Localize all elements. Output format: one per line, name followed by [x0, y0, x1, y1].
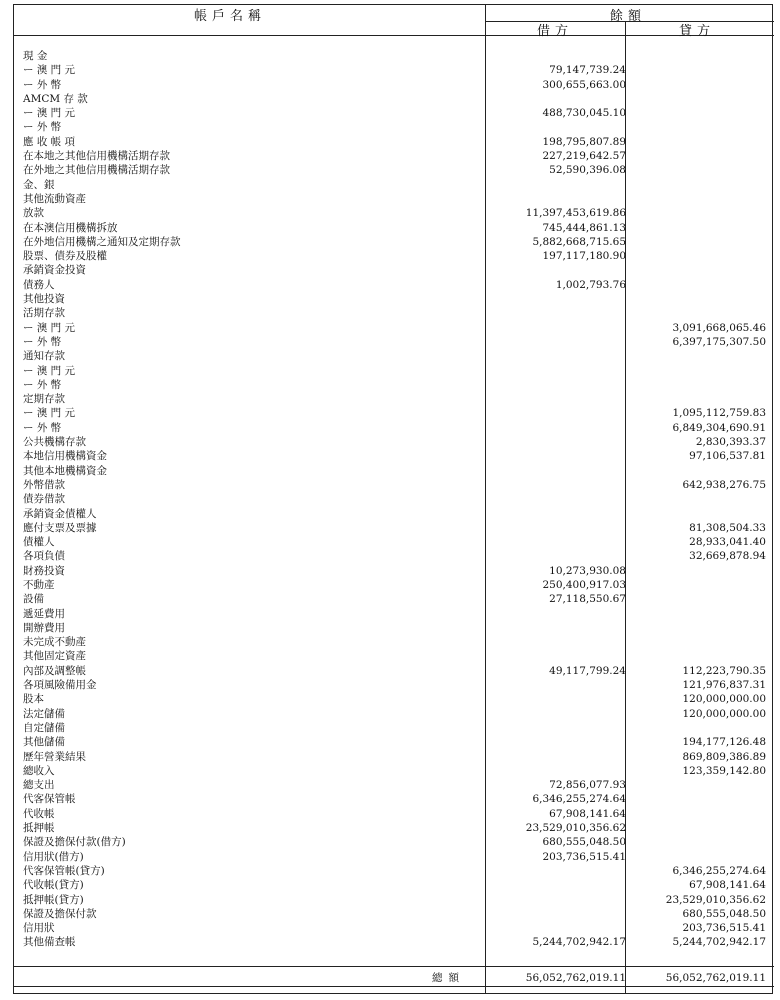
- table-row: [14, 335, 774, 349]
- total-debit: 56,052,762,019.11: [525, 972, 626, 984]
- row-label: 其他固定資產: [23, 650, 86, 663]
- table-row: [14, 721, 774, 735]
- row-label: 其他本地機構資金: [23, 464, 107, 477]
- table-row: [14, 49, 774, 63]
- row-label: 保證及擔保付款(借方): [23, 836, 126, 849]
- row-credit: 1,095,112,759.83: [672, 407, 766, 420]
- row-label: 各項負債: [23, 550, 65, 563]
- row-debit: 203,736,515.41: [542, 850, 626, 863]
- row-credit: 120,000,000.00: [682, 693, 766, 706]
- row-label: ー 澳 門 元: [23, 407, 76, 420]
- row-label: 定期存款: [23, 393, 65, 406]
- row-label: 在外地信用機構之通知及定期存款: [23, 235, 181, 248]
- row-label: 信用狀(借方): [23, 850, 84, 863]
- row-label: 在本澳信用機構拆放: [23, 221, 118, 234]
- row-label: 法定儲備: [23, 707, 65, 720]
- row-credit: 28,933,041.40: [689, 536, 766, 549]
- table-row: [14, 521, 774, 535]
- row-label: 總支出: [23, 779, 55, 792]
- account-rows: [14, 49, 774, 950]
- row-label: ー 外 幣: [23, 121, 62, 134]
- row-label: 財務投資: [23, 564, 65, 577]
- row-label: AMCM 存 款: [23, 92, 88, 105]
- table-row: [14, 692, 774, 706]
- total-row: [14, 967, 774, 989]
- total-label: 總額: [432, 972, 465, 984]
- table-row: [14, 564, 774, 578]
- row-label: 債權人: [23, 536, 55, 549]
- row-label: ー 外 幣: [23, 78, 62, 91]
- row-label: 外幣借款: [23, 478, 65, 491]
- row-label: 內部及調整帳: [23, 664, 86, 677]
- row-label: 總收入: [23, 764, 55, 777]
- row-credit: 23,529,010,356.62: [665, 893, 766, 906]
- row-label: ー 澳 門 元: [23, 64, 76, 77]
- row-debit: 745,444,861.13: [542, 221, 626, 234]
- row-label: 設備: [23, 593, 44, 606]
- row-label: 活期存款: [23, 307, 65, 320]
- table-row: [14, 735, 774, 749]
- row-debit: 67,908,141.64: [549, 807, 626, 820]
- header-balance: 餘額: [610, 9, 647, 24]
- header-account-name: 帳戶名稱: [194, 9, 267, 24]
- table-row: [14, 92, 774, 106]
- row-credit: 2,830,393.37: [695, 436, 766, 449]
- row-debit: 49,117,799.24: [549, 664, 626, 677]
- row-credit: 3,091,668,065.46: [672, 321, 766, 334]
- row-debit: 6,346,255,274.64: [532, 793, 626, 806]
- row-label: 通知存款: [23, 350, 65, 363]
- row-credit: 112,223,790.35: [682, 664, 766, 677]
- table-row: [14, 649, 774, 663]
- table-row: [14, 492, 774, 506]
- table-row: [14, 507, 774, 521]
- row-label: 其他備查帳: [23, 936, 76, 949]
- table-row: [14, 778, 774, 792]
- row-label: 股票、債券及股權: [23, 250, 107, 263]
- table-row: [14, 664, 774, 678]
- row-label: 其他儲備: [23, 736, 65, 749]
- row-debit: 79,147,739.24: [549, 64, 626, 77]
- row-debit: 72,856,077.93: [549, 779, 626, 792]
- header-credit: 貸方: [679, 24, 716, 39]
- row-label: 債券借款: [23, 493, 65, 506]
- row-label: ー 外 幣: [23, 421, 62, 434]
- row-label: 承銷資金債權人: [23, 507, 97, 520]
- row-label: ー 澳 門 元: [23, 107, 76, 120]
- table-row: [14, 464, 774, 478]
- row-credit: 67,908,141.64: [689, 879, 766, 892]
- row-debit: 250,400,917.03: [542, 578, 626, 591]
- header-bottom-rule: [14, 35, 774, 36]
- row-credit: 5,244,702,942.17: [672, 936, 766, 949]
- row-label: 金、銀: [23, 178, 55, 191]
- table-row: [14, 435, 774, 449]
- row-debit: 680,555,048.50: [542, 836, 626, 849]
- row-label: 自定儲備: [23, 721, 65, 734]
- row-label: 其他流動資產: [23, 192, 86, 205]
- table-row: [14, 249, 774, 263]
- row-label: 開辦費用: [23, 621, 65, 634]
- row-credit: 123,359,142.80: [682, 764, 766, 777]
- row-label: 股本: [23, 693, 44, 706]
- row-label: 在外地之其他信用機構活期存款: [23, 164, 170, 177]
- table-row: [14, 178, 774, 192]
- table-row: [14, 478, 774, 492]
- row-credit: 869,809,386.89: [682, 750, 766, 763]
- row-debit: 1,002,793.76: [555, 278, 626, 291]
- table-row: [14, 850, 774, 864]
- table-row: [14, 263, 774, 277]
- table-row: [14, 120, 774, 134]
- row-label: 代收帳: [23, 807, 55, 820]
- table-row: [14, 535, 774, 549]
- trial-balance-table: [13, 4, 773, 994]
- table-row: [14, 78, 774, 92]
- table-row: [14, 321, 774, 335]
- row-debit: 11,397,453,619.86: [525, 207, 626, 220]
- table-row: [14, 163, 774, 177]
- row-label: 應付支票及票據: [23, 521, 97, 534]
- row-label: 代收帳(貸方): [23, 879, 84, 892]
- row-credit: 194,177,126.48: [682, 736, 766, 749]
- row-label: 債務人: [23, 278, 55, 291]
- row-debit: 227,219,642.57: [542, 150, 626, 163]
- row-credit: 121,976,837.31: [682, 679, 766, 692]
- row-label: 歷年營業結果: [23, 750, 86, 763]
- row-debit: 10,273,930.08: [549, 564, 626, 577]
- row-debit: 197,117,180.90: [542, 250, 626, 263]
- table-row: [14, 607, 774, 621]
- table-row: [14, 406, 774, 420]
- row-credit: 680,555,048.50: [682, 907, 766, 920]
- table-row: [14, 821, 774, 835]
- table-row: [14, 349, 774, 363]
- row-credit: 6,849,304,690.91: [672, 421, 766, 434]
- table-row: [14, 378, 774, 392]
- table-row: [14, 364, 774, 378]
- row-label: 各項風險備用金: [23, 679, 97, 692]
- table-row: [14, 449, 774, 463]
- row-label: 承銷資金投資: [23, 264, 86, 277]
- row-debit: 198,795,807.89: [542, 135, 626, 148]
- table-row: [14, 621, 774, 635]
- table-row: [14, 764, 774, 778]
- row-label: 不動產: [23, 578, 55, 591]
- table-row: [14, 864, 774, 878]
- table-row: [14, 392, 774, 406]
- table-row: [14, 878, 774, 892]
- table-row: [14, 935, 774, 949]
- table-row: [14, 235, 774, 249]
- table-row: [14, 221, 774, 235]
- row-debit: 5,244,702,942.17: [532, 936, 626, 949]
- table-row: [14, 292, 774, 306]
- row-label: 未完成不動產: [23, 636, 86, 649]
- table-row: [14, 707, 774, 721]
- header-debit: 借方: [537, 24, 574, 39]
- row-debit: 300,655,663.00: [542, 78, 626, 91]
- row-label: ー 外 幣: [23, 378, 62, 391]
- row-label: ー 澳 門 元: [23, 321, 76, 334]
- row-debit: 52,590,396.08: [549, 164, 626, 177]
- table-row: [14, 592, 774, 606]
- row-credit: 81,308,504.33: [689, 521, 766, 534]
- row-label: 代客保管帳: [23, 793, 76, 806]
- table-row: [14, 792, 774, 806]
- row-label: 信用狀: [23, 922, 55, 935]
- row-label: 本地信用機構資金: [23, 450, 107, 463]
- row-label: 放款: [23, 207, 44, 220]
- row-credit: 6,346,255,274.64: [672, 864, 766, 877]
- row-label: ー 外 幣: [23, 335, 62, 348]
- row-label: 代客保管帳(貸方): [23, 864, 105, 877]
- row-label: 抵押帳(貸方): [23, 893, 84, 906]
- row-debit: 488,730,045.10: [542, 107, 626, 120]
- row-label: 公共機構存款: [23, 436, 86, 449]
- row-label: 遞延費用: [23, 607, 65, 620]
- row-credit: 6,397,175,307.50: [672, 335, 766, 348]
- table-row: [14, 278, 774, 292]
- table-row: [14, 635, 774, 649]
- row-debit: 23,529,010,356.62: [525, 822, 626, 835]
- row-label: 保證及擔保付款: [23, 907, 97, 920]
- table-row: [14, 907, 774, 921]
- row-credit: 120,000,000.00: [682, 707, 766, 720]
- row-credit: 97,106,537.81: [689, 450, 766, 463]
- table-row: [14, 306, 774, 320]
- table-row: [14, 750, 774, 764]
- row-label: 其他投資: [23, 293, 65, 306]
- row-credit: 203,736,515.41: [682, 922, 766, 935]
- row-label: ー 澳 門 元: [23, 364, 76, 377]
- row-credit: 642,938,276.75: [682, 478, 766, 491]
- table-row: [14, 807, 774, 821]
- table-row: [14, 192, 774, 206]
- row-label: 抵押帳: [23, 822, 55, 835]
- table-row: [14, 835, 774, 849]
- table-row: [14, 149, 774, 163]
- row-debit: 27,118,550.67: [549, 593, 626, 606]
- row-label: 在本地之其他信用機構活期存款: [23, 150, 170, 163]
- row-label: 現 金: [23, 50, 48, 62]
- table-row: [14, 63, 774, 77]
- table-row: [14, 678, 774, 692]
- row-label: 應 收 帳 項: [23, 135, 76, 148]
- table-row: [14, 135, 774, 149]
- table-row: [14, 421, 774, 435]
- table-row: [14, 106, 774, 120]
- table-row: [14, 578, 774, 592]
- row-debit: 5,882,668,715.65: [532, 235, 626, 248]
- table-row: [14, 921, 774, 935]
- row-credit: 32,669,878.94: [689, 550, 766, 563]
- table-row: [14, 893, 774, 907]
- total-credit: 56,052,762,019.11: [665, 972, 766, 984]
- table-row: [14, 549, 774, 563]
- table-row: [14, 206, 774, 220]
